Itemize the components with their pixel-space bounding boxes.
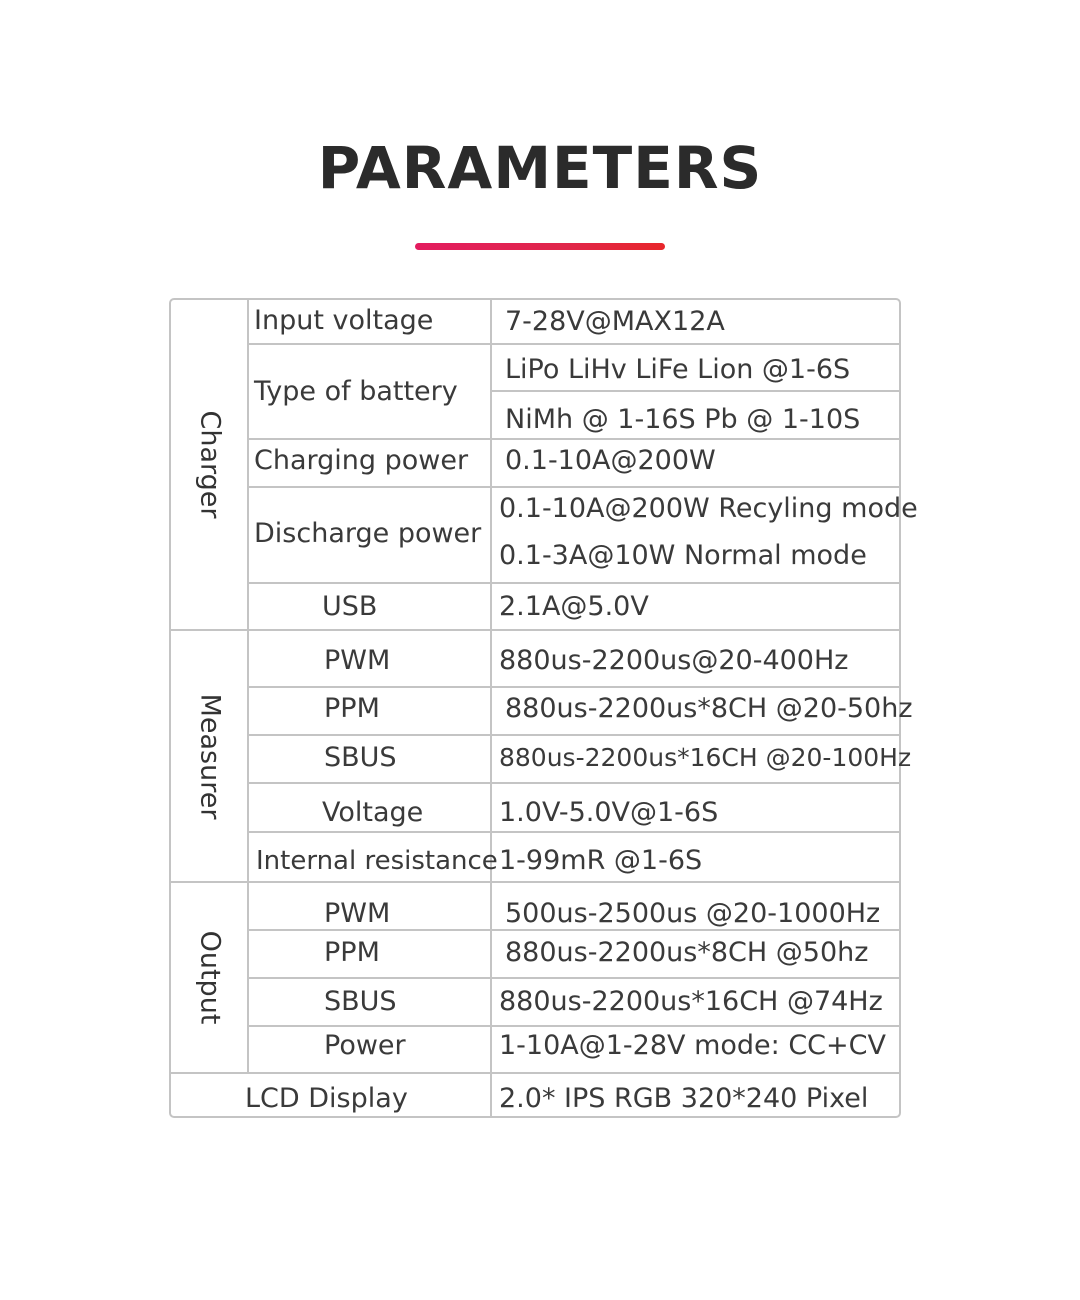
- param-label-measurer-sbus: SBUS: [324, 742, 397, 773]
- param-value-internal-resistance: 1-99mR @1-6S: [499, 845, 703, 876]
- param-value-battery-type-2: NiMh @ 1-16S Pb @ 1-10S: [505, 404, 861, 435]
- group-label-output-text: Output: [194, 930, 226, 1025]
- param-label-usb: USB: [322, 591, 378, 622]
- grid-divider: [248, 686, 901, 688]
- param-value-input-voltage: 7-28V@MAX12A: [505, 306, 725, 337]
- group-label-measurer: [171, 631, 248, 881]
- param-label-battery-type: Type of battery: [254, 376, 458, 407]
- param-label-output-sbus: SBUS: [324, 986, 397, 1017]
- param-value-charging-power: 0.1-10A@200W: [505, 445, 716, 476]
- grid-divider: [169, 881, 901, 883]
- param-label-lcd-display: LCD Display: [245, 1083, 408, 1114]
- param-value-measurer-pwm: 880us-2200us@20-400Hz: [499, 645, 849, 676]
- param-label-output-pwm: PWM: [324, 898, 391, 929]
- grid-divider: [491, 390, 901, 392]
- param-value-discharge-power-1: 0.1-10A@200W Recyling mode: [499, 493, 918, 524]
- param-value-lcd-display: 2.0* IPS RGB 320*240 Pixel: [499, 1083, 869, 1114]
- grid-divider: [248, 734, 901, 736]
- param-value-voltage: 1.0V-5.0V@1-6S: [499, 797, 719, 828]
- param-label-measurer-pwm: PWM: [324, 645, 391, 676]
- param-label-voltage: Voltage: [322, 797, 424, 828]
- param-value-discharge-power-2: 0.1-3A@10W Normal mode: [499, 540, 867, 571]
- group-label-output: [171, 883, 248, 1072]
- param-label-measurer-ppm: PPM: [324, 693, 380, 724]
- grid-divider: [248, 782, 901, 784]
- param-value-battery-type-1: LiPo LiHv LiFe Lion @1-6S: [505, 354, 851, 385]
- param-value-output-sbus: 880us-2200us*16CH @74Hz: [499, 986, 883, 1017]
- grid-divider: [248, 343, 901, 345]
- param-label-input-voltage: Input voltage: [254, 305, 434, 336]
- grid-divider: [248, 831, 901, 833]
- grid-divider: [248, 582, 901, 584]
- page-title: PARAMETERS: [317, 134, 763, 202]
- grid-divider: [248, 1025, 901, 1027]
- param-value-output-ppm: 880us-2200us*8CH @50hz: [505, 937, 869, 968]
- param-value-output-pwm: 500us-2500us @20-1000Hz: [505, 898, 881, 929]
- title-accent-bar: [415, 243, 665, 250]
- param-value-measurer-ppm: 880us-2200us*8CH @20-50hz: [505, 693, 913, 724]
- group-label-charger-text: Charger: [194, 410, 225, 519]
- group-label-charger: [171, 300, 248, 629]
- grid-divider: [169, 1072, 901, 1074]
- param-label-discharge-power: Discharge power: [254, 518, 482, 549]
- param-label-charging-power: Charging power: [254, 445, 469, 476]
- group-label-measurer-text: Measurer: [194, 693, 226, 819]
- param-value-usb: 2.1A@5.0V: [499, 591, 649, 622]
- grid-divider: [248, 438, 901, 440]
- param-label-output-ppm: PPM: [324, 937, 380, 968]
- grid-divider: [169, 629, 901, 631]
- param-label-output-power: Power: [324, 1030, 406, 1061]
- param-value-measurer-sbus: 880us-2200us*16CH @20-100Hz: [499, 743, 912, 772]
- param-label-internal-resistance: Internal resistance: [256, 846, 498, 876]
- param-value-output-power: 1-10A@1-28V mode: CC+CV: [499, 1030, 886, 1061]
- grid-divider: [248, 486, 901, 488]
- grid-divider: [490, 298, 492, 1118]
- grid-divider: [248, 977, 901, 979]
